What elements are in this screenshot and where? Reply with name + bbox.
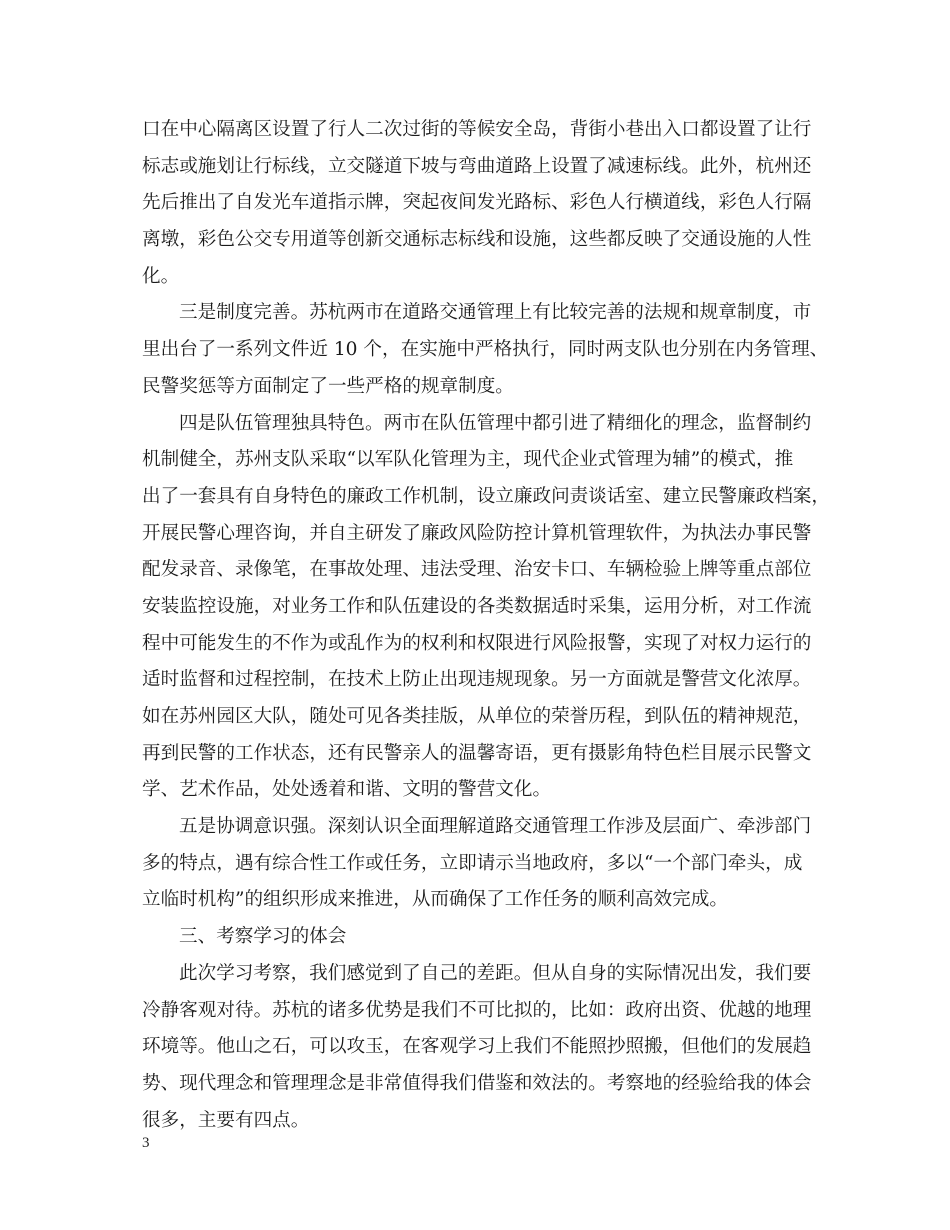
section-heading: 三、考察学习的体会 — [179, 926, 347, 948]
text-line: 离墩，彩色公交专用道等创新交通标志标线和设施，这些都反映了交通设施的人性 — [142, 229, 812, 251]
text-line: 适时监督和过程控制，在技术上防止出现违规现象。另一方面就是警营文化浓厚。 — [142, 669, 812, 691]
text-line: 再到民警的工作状态，还有民警亲人的温馨寄语，更有摄影角特色栏目展示民警文 — [142, 742, 812, 764]
text-line: 机制健全，苏州支队采取“以军队化管理为主，现代企业式管理为辅”的模式，推 — [142, 449, 794, 471]
text-line: 很多，主要有四点。 — [142, 1109, 310, 1131]
text-line: 如在苏州园区大队，随处可见各类挂版，从单位的荣誉历程，到队伍的精神规范， — [142, 706, 812, 727]
text-line: 势、现代理念和管理理念是非常值得我们借鉴和效法的。考察地的经验给我的体会 — [142, 1072, 812, 1094]
text-line: 出了一套具有自身特色的廉政工作机制，设立廉政问责谈话室、建立民警廉政档案， — [142, 485, 830, 507]
text-line: 冷静客观对待。苏杭的诸多优势是我们不可比拟的，比如：政府出资、优越的地理 — [142, 999, 812, 1021]
text-line: 民警奖惩等方面制定了一些严格的规章制度。 — [142, 375, 514, 397]
text-line: 程中可能发生的不作为或乱作为的权利和权限进行风险报警，实现了对权力运行的 — [142, 632, 812, 654]
paragraph-first-line: 此次学习考察，我们感觉到了自己的差距。但从自身的实际情况出发，我们要 — [179, 962, 812, 984]
text-line: 化。 — [142, 265, 180, 287]
text-line: 里出台了一系列文件近 10 个，在实施中严格执行，同时两支队也分别在内务管理、 — [142, 339, 829, 361]
text-line: 标志或施划让行标线，立交隧道下坡与弯曲道路上设置了减速标线。此外，杭州还 — [142, 155, 812, 177]
page-number: 3 — [142, 1135, 150, 1151]
text-line: 配发录音、录像笔，在事故处理、违法受理、治安卡口、车辆检验上牌等重点部位 — [142, 559, 812, 581]
paragraph-first-line: 三是制度完善。苏杭两市在道路交通管理上有比较完善的法规和规章制度，市 — [179, 302, 812, 324]
paragraph-first-line: 五是协调意识强。深刻认识全面理解道路交通管理工作涉及层面广、牵涉部门 — [179, 816, 812, 838]
text-line: 多的特点，遇有综合性工作或任务，立即请示当地政府，多以“一个部门牵头，成 — [142, 852, 803, 874]
paragraph-first-line: 四是队伍管理独具特色。两市在队伍管理中都引进了精细化的理念，监督制约 — [179, 412, 812, 434]
body-text — [142, 112, 830, 1139]
text-line: 环境等。他山之石，可以攻玉，在客观学习上我们不能照抄照搬，但他们的发展趋 — [142, 1036, 812, 1058]
text-line: 学、艺术作品，处处透着和谐、文明的警营文化。 — [142, 779, 552, 801]
text-line: 口在中心隔离区设置了行人二次过街的等候安全岛，背街小巷出入口都设置了让行 — [142, 119, 812, 140]
text-line: 开展民警心理咨询，并自主研发了廉政风险防控计算机管理软件，为执法办事民警 — [142, 522, 812, 544]
text-line: 先后推出了自发光车道指示牌，突起夜间发光路标、彩色人行横道线，彩色人行隔 — [142, 192, 812, 214]
text-line: 安装监控设施，对业务工作和队伍建设的各类数据适时采集，运用分析，对工作流 — [142, 595, 812, 617]
text-line: 立临时机构”的组织形成来推进，从而确保了工作任务的顺利高效完成。 — [142, 889, 728, 911]
